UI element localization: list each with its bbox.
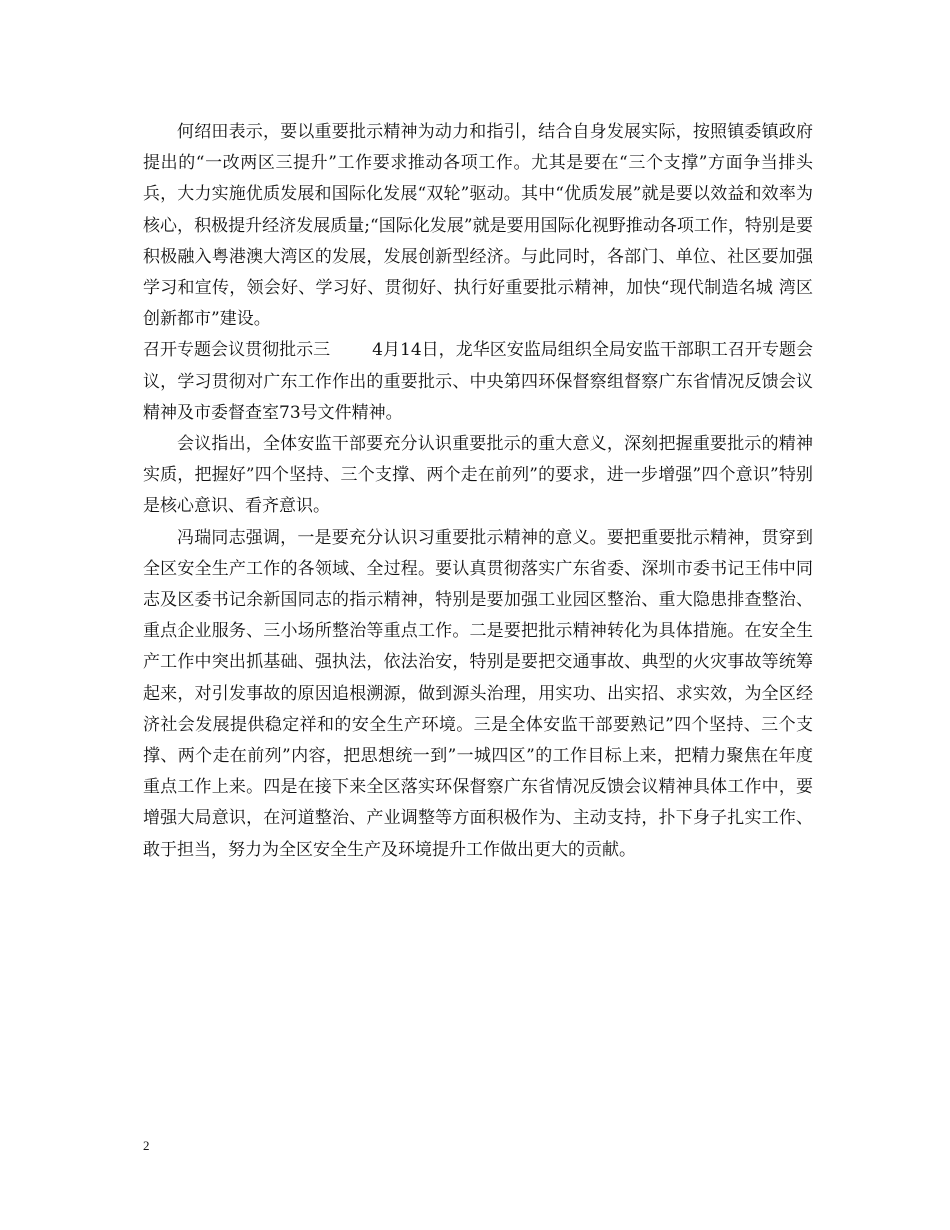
section-text: 4月14日，龙华区安监局组织全局安监干部职工召开专题会议，学习贯彻对广东工作作出的重要批示、中央第四环保督察组督察广东省情况反馈会议精神及市委督查室73号文件精神。 (143, 340, 813, 423)
paragraph-2: 会议指出，全体安监干部要充分认识重要批示的重大意义，深刻把握重要批示的精神实质，把握好”四个坚持、三个支撑、两个走在前列”的要求，进一步增强”四个意识”特别是核心意识、看齐意识。 (143, 434, 813, 517)
paragraph-1: 何绍田表示，要以重要批示精神为动力和指引，结合自身发展实际，按照镇委镇政府提出的“一改两区三提升”工作要求推动各项工作。尤其是要在“三个支撑”方面争当排头兵，大力实施优质发展和国际化发展“双轮”驱动。其中“优质发展”就是要以效益和效率为核心，积极提升经济发展质量;“国际化发展”就是要用国际化视野推动各项工作，特别是要积极融入粤港澳大湾区的发展，发展创新型经济。与此同时，各部门、单位、社区要加强学习和宣传，领会好、学习好、贯彻好、执行好重要批示精神，加快“现代制造名城 湾区创新都市”建设。 (143, 122, 813, 330)
section-paragraph (143, 335, 813, 429)
page-number: 2 (143, 1138, 150, 1153)
section-heading: 召开专题会议贯彻批示三 (143, 340, 331, 361)
paragraph-3: 冯瑞同志强调，一是要充分认识习重要批示精神的意义。要把重要批示精神，贯穿到全区安全生产工作的各领域、全过程。要认真贯彻落实广东省委、深圳市委书记王伟中同志及区委书记余新国同志的指示精神，特别是要加强工业园区整治、重大隐患排查整治、重点企业服务、三小场所整治等重点工作。二是要把批示精神转化为具体措施。在安全生产工作中突出抓基础、强执法，依法治安，特别是要把交通事故、典型的火灾事故等统筹起来，对引发事故的原因追根溯源，做到源头治理，用实功、出实招、求实效，为全区经济社会发展提供稳定祥和的安全生产环境。三是全体安监干部要熟记”四个坚持、三个支撑、两个走在前列”内容，把思想统一到”一城四区”的工作目标上来，把精力聚焦在年度重点工作上来。四是在接下来全区落实环保督察广东省情况反馈会议精神具体工作中，要增强大局意识，在河道整治、产业调整等方面积极作为、主动支持，扑下身子扎实工作、敢于担当，努力为全区安全生产及环境提升工作做出更大的贡献。 (143, 527, 813, 860)
document-body (143, 117, 813, 866)
